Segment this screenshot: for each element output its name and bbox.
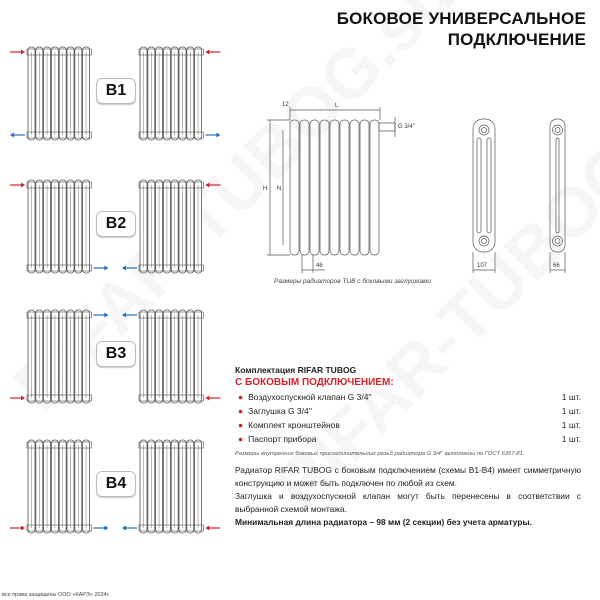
dim-66: 66 [553, 263, 560, 269]
return-arrow-icon [122, 266, 137, 271]
supply-arrow-icon [10, 396, 25, 401]
kit-item-name [238, 406, 312, 416]
return-arrow-icon [10, 133, 25, 138]
return-arrow-icon [93, 526, 108, 531]
scheme-b1 [0, 40, 232, 140]
radiator-section [330, 120, 339, 255]
kit-item [235, 434, 581, 444]
dim-107: 107 [477, 263, 488, 269]
radiator-section [290, 120, 299, 255]
return-arrow-icon [205, 133, 220, 138]
kit-item-qty: 1 шт. [561, 434, 581, 444]
kit-item-name [238, 434, 316, 444]
radiator-section [370, 120, 379, 255]
kit-heading: Комплектация RIFAR TUBOG [235, 365, 357, 375]
supply-arrow-icon [10, 526, 25, 531]
supply-arrow-icon [10, 183, 25, 188]
scheme-label: B3 [96, 341, 136, 367]
page-title [337, 8, 586, 50]
scheme-b2 [0, 173, 232, 273]
description-p3: Минимальная длина радиатора – 98 мм (2 секции) без учета арматуры. [235, 517, 532, 527]
kit-item-qty: 1 шт. [561, 406, 581, 416]
scheme-b3 [0, 303, 232, 403]
kit-subheading: С БОКОВЫМ ПОДКЛЮЧЕНИЕМ: [235, 377, 394, 388]
title-line-1: БОКОВОЕ УНИВЕРСАЛЬНОЕ [336, 9, 586, 28]
bullet-icon: ● [238, 392, 244, 402]
bullet-icon: ● [238, 420, 244, 430]
kit-item-qty: 1 шт. [561, 392, 581, 402]
kit-item-name [238, 420, 340, 430]
kit-item-label: Комплект кронштейнов [248, 420, 340, 430]
scheme-label: B4 [96, 471, 136, 497]
supply-arrow-icon [10, 50, 25, 55]
bullet-icon: ● [238, 406, 244, 416]
radiator-section [340, 120, 349, 255]
kit-item-qty: 1 шт. [561, 420, 581, 430]
return-arrow-icon [122, 526, 137, 531]
supply-arrow-icon [205, 396, 220, 401]
supply-arrow-icon [205, 50, 220, 55]
return-arrow-icon [93, 313, 108, 318]
description-p1: Радиатор RIFAR TUBOG с боковым подключением (схемы В1-В4) имеет симметричную конструкцию и может быть подключен по любой из схем. [235, 465, 581, 488]
description-p2: Заглушка и воздухоспускной клапан могут быть перенесены в соответствии с выбранной схемой монтажа. [235, 491, 581, 514]
return-arrow-icon [122, 313, 137, 318]
drawing-caption: Размеры радиаторов TUB с боковыми заглушками [274, 278, 432, 285]
dim-46: 46 [316, 263, 323, 269]
bullet-icon: ● [238, 434, 244, 444]
kit-item-label: Паспорт прибора [248, 434, 317, 444]
kit-section [235, 365, 581, 457]
supply-arrow-icon [205, 183, 220, 188]
radiator-section [300, 120, 309, 255]
radiator-section [310, 120, 319, 255]
return-arrow-icon [93, 266, 108, 271]
dim-H: H [263, 186, 268, 192]
radiator-section [350, 120, 359, 255]
kit-item-label: Заглушка G 3/4'' [248, 406, 312, 416]
front-view [267, 107, 565, 273]
scheme-label: B1 [96, 78, 136, 104]
kit-item-name [238, 392, 372, 402]
copyright: все права защищены ООО «КАРЭ» 2024г. [2, 592, 110, 598]
radiator-section [360, 120, 369, 255]
dimension-drawing [255, 95, 600, 280]
title-line-2: ПОДКЛЮЧЕНИЕ [447, 30, 586, 49]
kit-item [235, 392, 581, 402]
scheme-b4 [0, 433, 232, 533]
radiator-section [320, 120, 329, 255]
dim-N: N [277, 186, 282, 192]
kit-item [235, 406, 581, 416]
kit-note: Размеры внутренних боковых присоединительных резьб радиатора G 3/4'' выполнены по ГОСТ 6357-81. [235, 451, 525, 457]
dim-L: L [335, 103, 339, 109]
kit-item-label: Воздухоспускной клапан G 3/4'' [248, 392, 372, 402]
scheme-label: B2 [96, 211, 136, 237]
kit-item [235, 420, 581, 430]
dim-G: G 3/4'' [398, 124, 415, 130]
description [235, 464, 581, 529]
supply-arrow-icon [205, 526, 220, 531]
dim-12: 12 [282, 102, 289, 108]
